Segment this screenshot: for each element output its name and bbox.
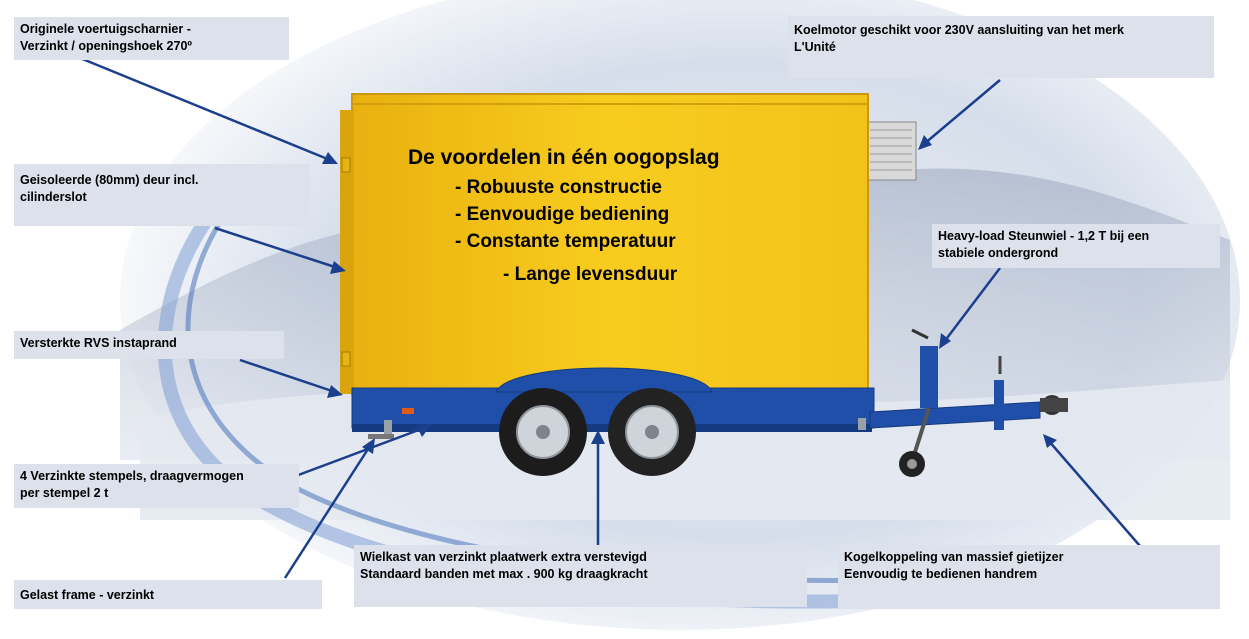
- callout-cooling-motor: [788, 16, 1214, 78]
- benefit-robust: - Robuuste constructie: [455, 177, 662, 198]
- callout-cooling-line-1: Koelmotor geschikt voor 230V aansluiting van het merk: [794, 23, 1124, 37]
- callout-stempels-line-2: per stempel 2 t: [20, 486, 109, 500]
- headline: De voordelen in één oogopslag: [408, 146, 720, 169]
- callout-stempels: [14, 464, 299, 508]
- benefit-long-lifespan: - Lange levensduur: [503, 264, 678, 285]
- callout-jockey-line-1: Heavy-load Steunwiel - 1,2 T bij een: [938, 229, 1150, 243]
- callout-door-line-2: cilinderslot: [20, 190, 87, 204]
- callout-coupling-line-1: Kogelkoppeling van massief gietijzer: [844, 550, 1064, 564]
- callout-hinge-line-1: Originele voertuigscharnier -: [20, 22, 191, 36]
- callout-jockey-wheel: [932, 224, 1220, 268]
- cooling-unit-icon: [866, 122, 916, 180]
- callout-door: [14, 164, 310, 226]
- callout-wheel-line-1: Wielkast van verzinkt plaatwerk extra verstevigd: [360, 550, 647, 564]
- callout-frame-line-1: Gelast frame - verzinkt: [20, 588, 155, 602]
- callout-hinge-line-2: Verzinkt / openingshoek 270º: [20, 39, 192, 53]
- callout-stempels-line-1: 4 Verzinkte stempels, draagvermogen: [20, 469, 244, 483]
- callout-jockey-line-2: stabiele ondergrond: [938, 246, 1059, 260]
- callout-step-line-1: Versterkte RVS instaprand: [20, 336, 177, 350]
- callout-door-line-1: Geisoleerde (80mm) deur incl.: [20, 173, 199, 187]
- benefit-easy-operation: - Eenvoudige bediening: [455, 204, 670, 225]
- benefit-constant-temperature: - Constante temperatuur: [455, 231, 676, 252]
- callout-wheel-line-2: Standaard banden met max . 900 kg draagkracht: [360, 567, 648, 581]
- callout-hinge: [14, 17, 289, 60]
- callout-wheel-housing: [354, 545, 807, 607]
- callout-coupling-line-2: Eenvoudig te bedienen handrem: [844, 567, 1038, 581]
- callout-step: [14, 331, 284, 359]
- callout-cooling-line-2: L'Unité: [794, 40, 836, 54]
- callout-coupling: [838, 545, 1220, 609]
- callout-frame: [14, 580, 322, 609]
